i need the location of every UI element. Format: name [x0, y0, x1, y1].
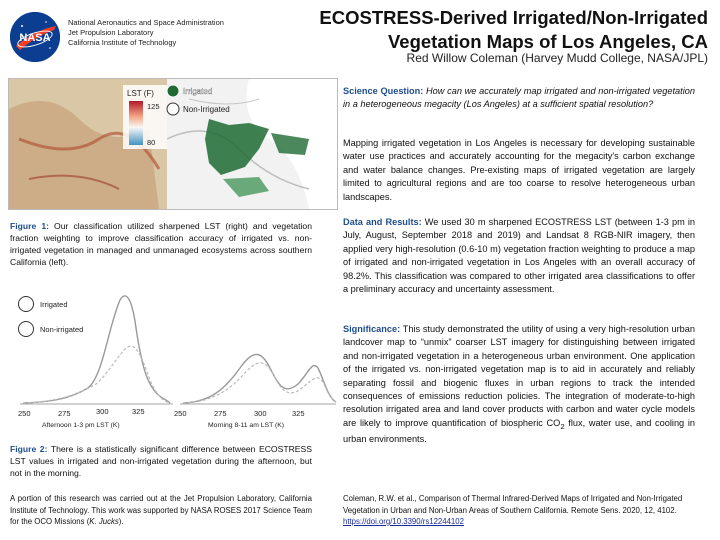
significance-text-after: flux, water use, and cooling in urban environments.: [343, 417, 696, 445]
right-xlabel: Morning 8-11 am LST (K): [208, 422, 285, 429]
institution-line: California Institute of Technology: [68, 38, 177, 47]
kde-legend-non-irrigated-label: Non-irrigated: [40, 324, 84, 334]
map-figure: [8, 78, 338, 210]
institution-block: [68, 18, 224, 48]
kde-figure: [8, 288, 338, 438]
nasa-logo: [10, 12, 60, 62]
lst-label: LST (F): [127, 89, 154, 98]
right-tick-250: 250: [174, 409, 187, 418]
title-line: ECOSTRESS-Derived Irrigated/Non-Irrigated: [319, 7, 708, 28]
left-xlabel: Afternoon 1-3 pm LST (K): [42, 422, 120, 429]
title-line: Vegetation Maps of Los Angeles, CA: [387, 31, 708, 52]
reference-text: Coleman, R.W. et al., Comparison of Thermal Infrared-Derived Maps of Irrigated and Non-Irrigated Vegetation in Urban and Non-Urban Areas of Southern California. Remote Sens. 2020, 12, 4102.: [343, 494, 683, 515]
legend-non-irrigated-swatch: [167, 103, 179, 115]
institution-line: National Aeronautics and Space Administration: [68, 18, 224, 27]
reference: [343, 493, 695, 528]
nasa-logo-text: NASA: [19, 32, 51, 44]
lst-tick-low: 80: [147, 138, 156, 147]
legend-irrigated-label: Irrigated: [183, 87, 213, 96]
legend-irrigated-swatch: [167, 85, 179, 97]
figure2-label: Figure 2:: [10, 444, 48, 454]
data-results: [343, 216, 695, 296]
science-question-text: How can we accurately map irrigated and non-irrigated vegetation in a heterogeneous megacity (Los Angeles) at a sufficient spatial resolution?: [343, 86, 695, 110]
left-tick-325: 325: [132, 407, 145, 416]
institution-line: Jet Propulsion Laboratory: [68, 28, 154, 37]
nasa-meatball-icon: [10, 12, 60, 62]
figure1-text: Our classification utilized sharpened LST (right) and vegetation fraction weighting to improve classification accuracy of irrigated vs. non-irrigated vegetation in managed and unmanaged ecosystems across southern California (left).: [10, 221, 312, 267]
left-tick-300: 300: [96, 407, 109, 416]
figure2-caption: [10, 443, 312, 479]
legend-non-irrigated-label: Non-Irrigated: [183, 105, 230, 114]
significance-heading: Significance:: [343, 324, 401, 334]
science-question-heading: Science Question:: [343, 86, 424, 96]
reference-doi-link[interactable]: https://doi.org/10.3390/rs12244102: [343, 517, 464, 526]
map-graphic: [9, 79, 337, 209]
significance: [343, 323, 695, 446]
poster-title: [300, 6, 708, 54]
figure2-text: There is a statistically significant difference between ECOSTRESS LST values in irrigated and non-irrigated vegetation during the afternoon, but not in the morning.: [10, 444, 312, 478]
kde-legend-irrigated-swatch: [18, 296, 34, 312]
right-tick-275: 275: [214, 409, 227, 418]
significance-text-before: This study demonstrated the utility of using a very high-resolution urban landcover map to “unmix” coarser LST imagery for distinguishing between irrigated and non-irrigated vegetation in a heterogeneous urban environment. One application of the irrigated vs. non-irrigated vegetation map is to aid in accurately and reliably separating fossil and biogenic fluxes in urban regions to track the intended consequences of emissions reduction policies. The integration of moderate-to-high resolution irrigated area and land cover products with carbon and water cycle models are likely to improve quantification of biospheric CO: [343, 324, 695, 428]
figure1-caption: [10, 220, 312, 268]
kde-legend-irrigated: [18, 296, 68, 312]
ack-text-italic: K. Jucks: [89, 517, 119, 526]
figure1-label: Figure 1:: [10, 221, 49, 231]
non-irrigated-morning-curve: [183, 363, 336, 403]
authors: Red Willow Coleman (Harvey Mudd College, NASA/JPL): [406, 51, 708, 65]
ack-text-before: A portion of this research was carried out at the Jet Propulsion Laboratory, California Institute of Technology. This work was supported by NASA ROSES 2017 Science Team for the OCO Missions (: [10, 494, 312, 526]
right-tick-325: 325: [292, 409, 305, 418]
motivation-paragraph: Mapping irrigated vegetation in Los Angeles is necessary for developing sustainable water use practices and accurately accounting for the megacity's carbon exchange and water balance changes. Pre-existing maps of irrigated vegetation are largely limited to agricultural regions and are too coarse to resolve heterogeneous urban landscapes.: [343, 138, 695, 202]
acknowledgement: [10, 493, 312, 528]
kde-legend-irrigated-label: Irrigated: [40, 299, 68, 309]
data-results-text: We used 30 m sharpened ECOSTRESS LST (between 1-3 pm in July, August, September 2018 and 2019) and Landsat 8 RGB-NIR imagery, then applied very high-resolution (0.6-10 m) vegetation fraction weighting to produce a map of irrigated and non-irrigated vegetation in Los Angeles with an overall accuracy of 98.2%. This classification was compared to other irrigated area classifications to offer a preliminary accuracy and uncertainty assessment.: [343, 217, 695, 295]
science-question: [343, 85, 695, 112]
lst-tick-high: 125: [147, 102, 160, 111]
kde-legend-non-irrigated-swatch: [18, 321, 34, 337]
ack-text-after: ).: [118, 517, 124, 526]
kde-legend-non-irrigated: [18, 321, 83, 337]
significance-subscript: 2: [560, 421, 565, 431]
left-tick-250: 250: [18, 409, 31, 418]
data-results-heading: Data and Results:: [343, 217, 422, 227]
lst-colorbar: [129, 101, 143, 145]
right-tick-300: 300: [254, 409, 267, 418]
left-tick-275: 275: [58, 409, 71, 418]
